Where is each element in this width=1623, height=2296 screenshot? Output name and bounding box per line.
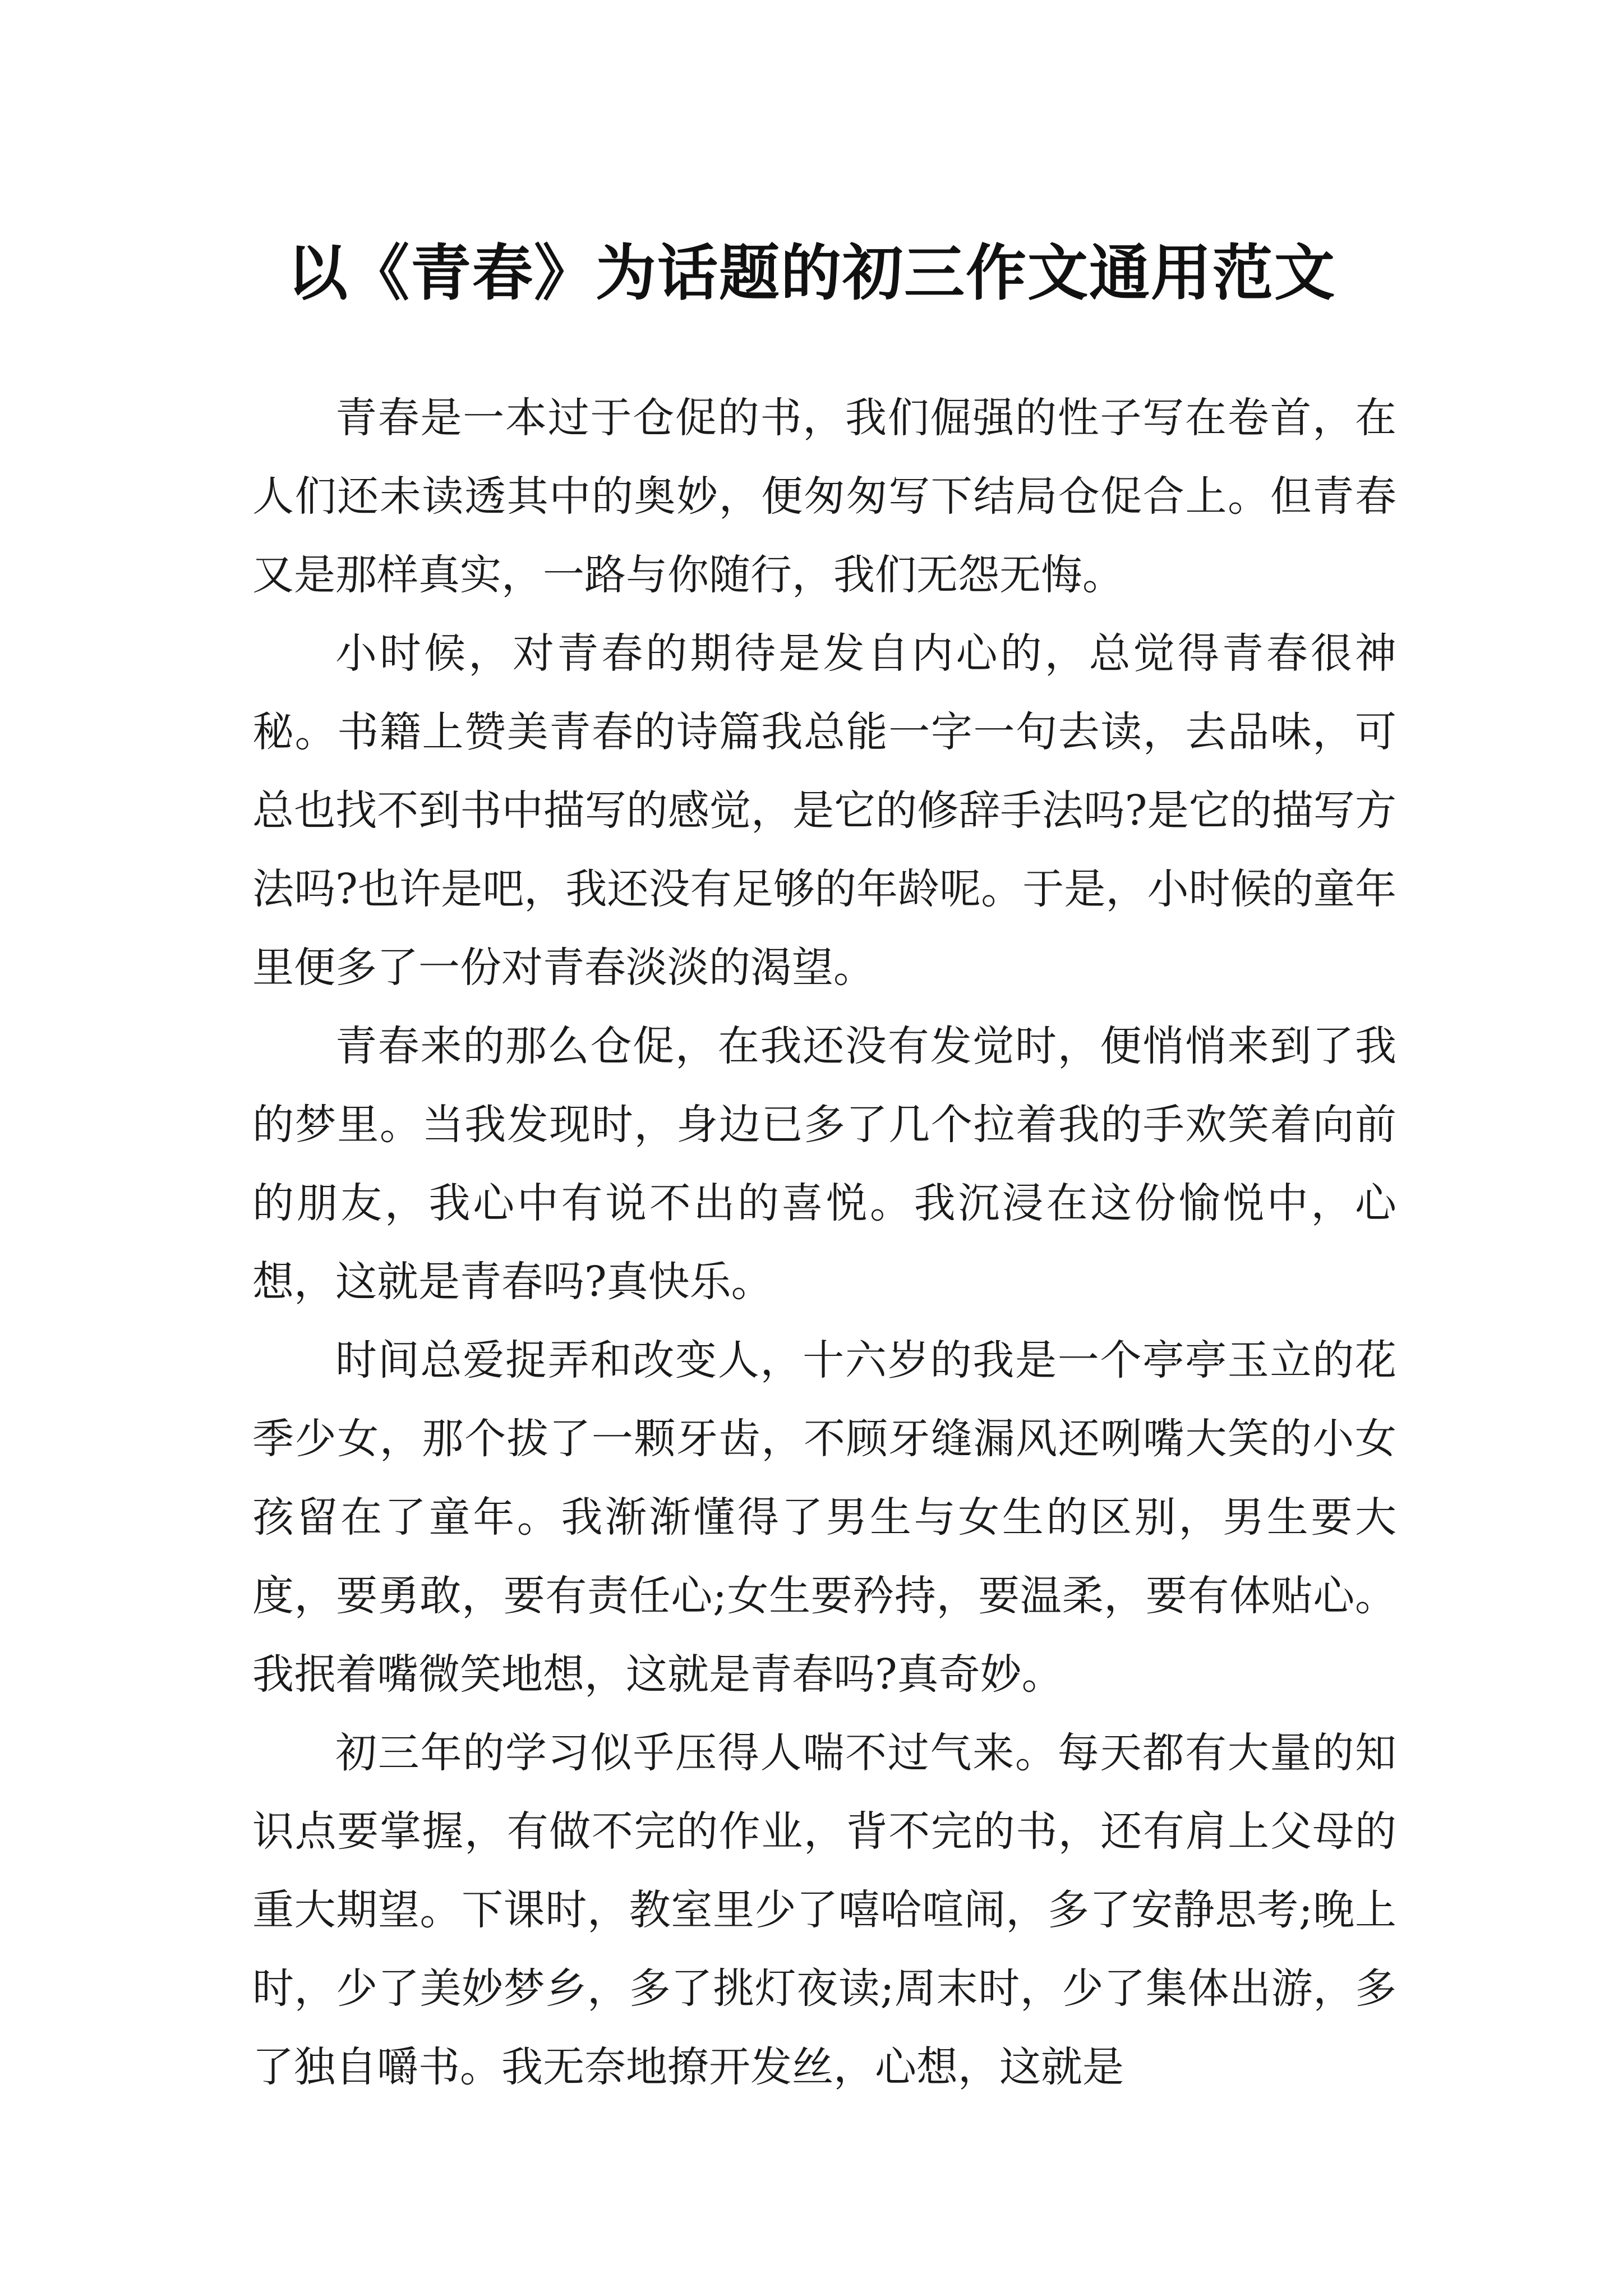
- document-body: [252, 379, 1396, 2106]
- paragraph-3: 青春来的那么仓促，在我还没有发觉时，便悄悄来到了我的梦里。当我发现时，身边已多了几个拉着我的手欢笑着向前的朋友，我心中有说不出的喜悦。我沉浸在这份愉悦中，心想，这就是青春吗?真快乐。: [252, 1022, 1396, 1306]
- paragraph-1: 青春是一本过于仓促的书，我们倔强的性子写在卷首，在人们还未读透其中的奥妙，便匆匆写下结局仓促合上。但青春又是那样真实，一路与你随行，我们无怨无悔。: [252, 394, 1396, 599]
- paragraph-5: 初三年的学习似乎压得人喘不过气来。每天都有大量的知识点要掌握，有做不完的作业，背不完的书，还有肩上父母的重大期望。下课时，教室里少了嘻哈喧闹，多了安静思考;晚上时，少了美妙梦乡，多了挑灯夜读;周末时，少了集体出游，多了独自嚼书。我无奈地撩开发丝，心想，这就是: [252, 1729, 1396, 2091]
- document-title: 以《青春》为话题的初三作文通用范文: [287, 238, 1336, 309]
- paragraph-2: 小时候，对青春的期待是发自内心的，总觉得青春很神秘。书籍上赞美青春的诗篇我总能一字一句去读，去品味，可总也找不到书中描写的感觉，是它的修辞手法吗?是它的描写方法吗?也许是吧，我还没有足够的年龄呢。于是，小时候的童年里便多了一份对青春淡淡的渴望。: [252, 629, 1396, 992]
- paragraph-4: 时间总爱捉弄和改变人，十六岁的我是一个亭亭玉立的花季少女，那个拔了一颗牙齿，不顾牙缝漏风还咧嘴大笑的小女孩留在了童年。我渐渐懂得了男生与女生的区别，男生要大度，要勇敢，要有责任心;女生要矜持，要温柔，要有体贴心。我抿着嘴微笑地想，这就是青春吗?真奇妙。: [252, 1336, 1396, 1699]
